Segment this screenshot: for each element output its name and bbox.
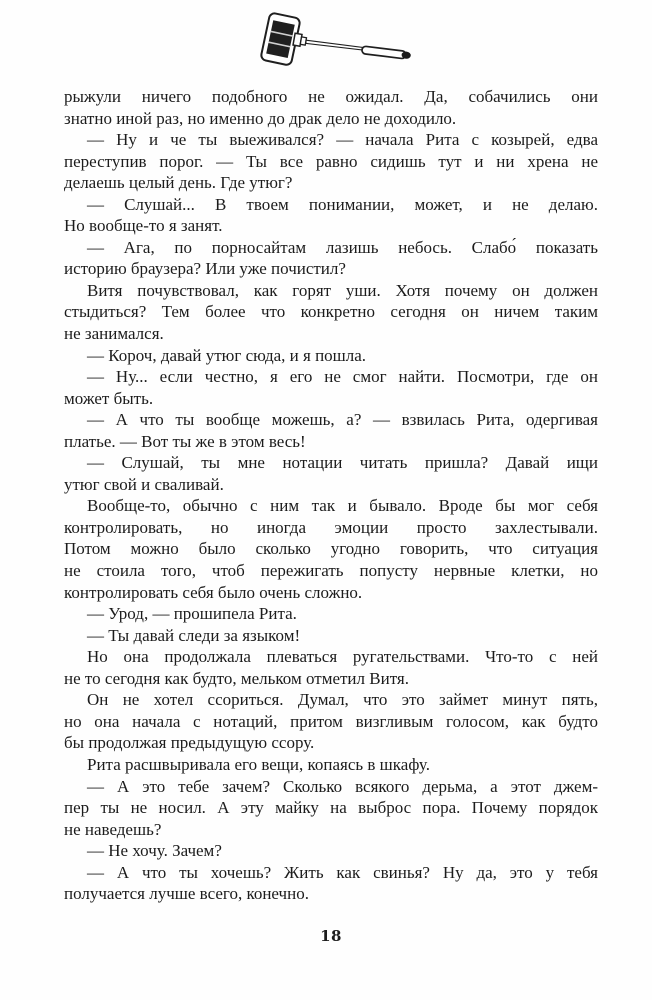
text-line: — А что ты хочешь? Жить как свинья? Ну да, это у тебя [87,862,598,882]
text-line: — Ты давай следи за языком! [87,625,301,645]
text-line: может быть. [64,388,154,408]
text-line: Но она продолжала плеваться ругательствами. Что-то с ней [87,647,598,667]
text-line: — Ага, по порносайтам лазишь небось. Слабо́ показать [87,237,598,257]
text-line: историю браузера? Или уже почистил? [64,259,346,279]
text-line: пер ты не носил. А эту майку на выброс пора. Почему порядок [64,798,598,818]
text-line: переступив порог. — Ты все равно сидишь тут и ни хрена не [64,151,598,171]
text-line: утюг свой и сваливай. [64,474,224,494]
text-line: Рита расшвыривала его вещи, копаясь в шкафу. [87,754,430,774]
selfie-stick-rod [306,40,366,50]
page-number: 18 [320,927,342,945]
text-line: но она начала с нотаций, притом визгливым голосом, как будто [64,711,598,731]
text-line: — А что ты вообще можешь, а? — взвилась Рита, одергивая [87,410,598,430]
text-line: Витя почувствовал, как горят уши. Хотя почему он должен [87,280,598,300]
selfie-stick-phone-icon [254,12,416,70]
text-block [64,86,598,905]
text-line: Вообще-то, обычно с ним так и бывало. Вроде бы мог себя [87,496,598,516]
text-line: — Слушай... В твоем понимании, может, и не делаю. [87,194,598,214]
selfie-stick-clamp [293,33,307,47]
text-line: — Не хочу. Зачем? [87,841,222,861]
text-line: Потом можно было сколько угодно говорить, что ситуация [64,539,598,559]
text-line: — Слушай, ты мне нотации читать пришла? Давай ищи [87,453,598,473]
text-line: платье. — Вот ты же в этом весь! [64,431,306,451]
text-line: — Урод, — прошипела Рита. [87,604,297,624]
text-line: не занимался. [64,324,164,344]
text-line: рыжули ничего подобного не ожидал. Да, собачились они [64,87,598,106]
text-line: — А это тебе зачем? Сколько всякого дерьма, а этот джем- [87,776,598,796]
text-line: делаешь целый день. Где утюг? [64,173,293,193]
text-line: — Ну и че ты выеживался? — начала Рита с козырей, едва [87,130,598,150]
text-line: стыдиться? Тем более что конкретно сегодня он ничем таким [64,302,598,322]
text-line: Но вообще-то я занят. [64,216,223,236]
text-line: не то сегодня как будто, мельком отметил Витя. [64,668,409,688]
text-line: контролировать, но иногда эмоции просто захлестывали. [64,517,598,537]
text-line: Он не хотел ссориться. Думал, что это займет минут пять, [87,690,598,710]
text-line: бы продолжая предыдущую ссору. [64,733,315,753]
text-line: — Короч, давай утюг сюда, и я пошла. [87,345,367,365]
text-line: не наведешь? [64,819,162,839]
text-line: знатно иной раз, но именно до драк дело не доходило. [64,108,457,128]
text-line: контролировать себя было очень сложно. [64,582,363,602]
text-line: не стоила того, чтоб пережигать попусту нервные клетки, но [64,561,598,581]
text-line: — Ну... если честно, я его не смог найти. Посмотри, где он [87,367,598,387]
text-line: получается лучше всего, конечно. [64,884,309,904]
selfie-stick-handle [362,46,407,59]
